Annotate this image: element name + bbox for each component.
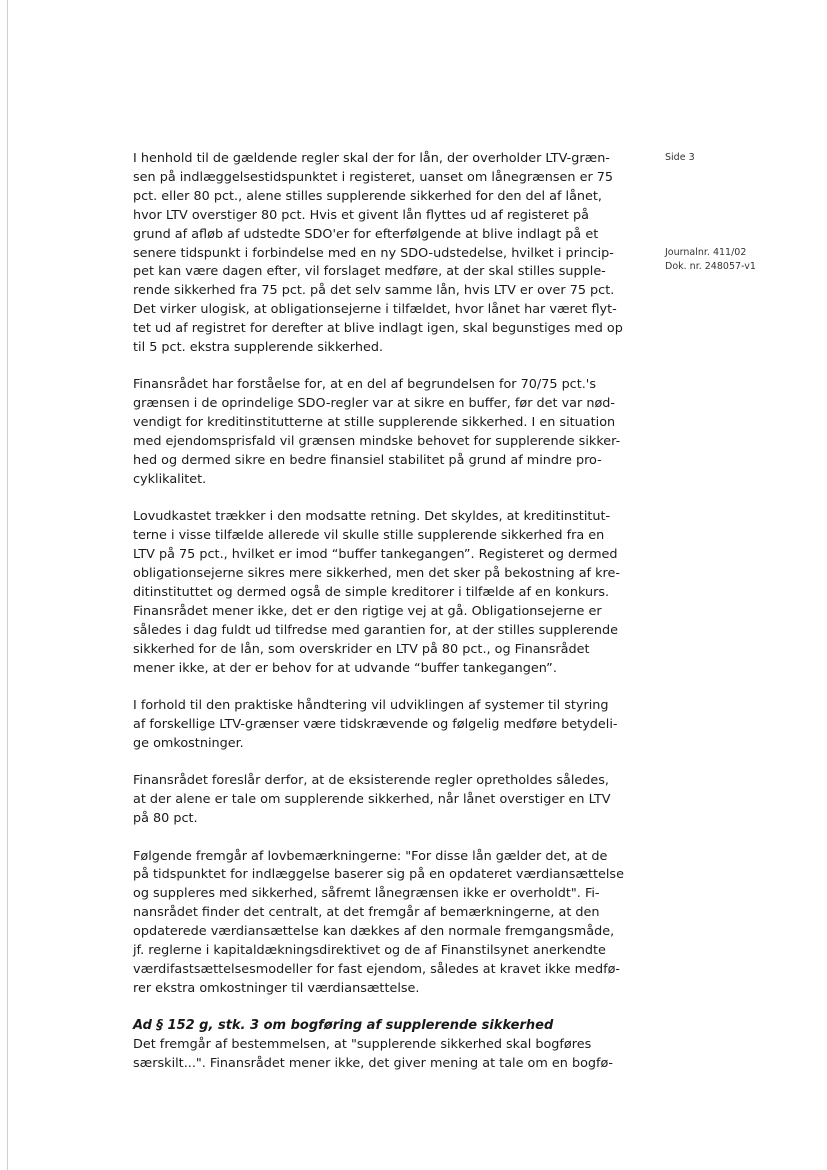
paragraph-bookkeeping: Det fremgår af bestemmelsen, at "supplerende sikkerhed skal bogføres særskilt...". Finansrådet mener ikke, det giver mening at tale om en bogfø-: [133, 1037, 613, 1072]
journal-number: Journalnr. 411/02: [665, 247, 747, 258]
section-heading: Ad § 152 g, stk. 3 om bogføring af supplerende sikkerhed: [133, 1018, 554, 1034]
page-number: Side 3: [665, 152, 695, 163]
document-body: [133, 150, 633, 1074]
paragraph-practical-handling: I forhold til den praktiske håndtering vil udviklingen af systemer til styring af forskellige LTV-grænser være tidskrævende og følgelig medføre betydeli- ge omkostninger.: [133, 698, 618, 751]
paragraph-buffer: Finansrådet har forståelse for, at en del af begrundelsen for 70/75 pct.'s grænsen i de oprindelige SDO-regler var at sikre en buffer, før det var nød- vendigt for kreditinstitutterne at stille supplerende sikkerhed. I en situation med ejendomsprisfald vil grænsen mindske behovet for supplerende sikker- hed og dermed sikre en bedre finansiel stabilitet på grund af mindre pro- cyklikalitet.: [133, 377, 621, 487]
paragraph-remarks: Følgende fremgår af lovbemærkningerne: "For disse lån gælder det, at de på tidspunktet for indlæggelse baserer sig på en opdateret værdiansættelse og suppleres med sikkerhed, såfremt lånegrænsen ikke er overholdt". Fi- nansrådet finder det centralt, at det fremgår af bemærkningerne, at den opdaterede værdiansættelse kan dækkes af den normale fremgangsmåde, jf. reglerne i kapitaldækningsdirektivet og de af Finanstilsynet anerkendte værdifastsættelsesmodeller for fast ejendom, således at kravet ikke medfø- rer ekstra omkostninger til værdiansættelse.: [133, 848, 624, 996]
paragraph-draft-direction: Lovudkastet trækker i den modsatte retning. Det skyldes, at kreditinstitut- terne i visse tilfælde allerede vil skulle stille supplerende sikkerhed fra en LTV på 75 pct., hvilket er imod “buffer tankegangen”. Registeret og dermed obligationsejerne sikres mere sikkerhed, men det sker på bekostning af kre- ditinstituttet og dermed også de simple kreditorer i tilfælde af en konkurs. Finansrådet mener ikke, det er den rigtige vej at gå. Obligationsejerne er således i dag fuldt ud tilfredse med garantien for, at der stilles supplerende sikkerhed for de lån, som overskrider en LTV på 80 pct., og Finansrådet mener ikke, at der er behov for at udvande “buffer tankegangen”.: [133, 509, 620, 676]
page-edge-line: [7, 0, 8, 1170]
document-number: Dok. nr. 248057-v1: [665, 261, 756, 272]
document-sidebar: [665, 151, 756, 274]
paragraph-proposal: Finansrådet foreslår derfor, at de eksisterende regler opretholdes således, at der alene er tale om supplerende sikkerhed, når lånet overstiger en LTV på 80 pct.: [133, 773, 611, 827]
paragraph-ltv-rules: I henhold til de gældende regler skal der for lån, der overholder LTV-græn- sen på indlæggelsestidspunktet i registeret, uanset om lånegrænsen er 75 pct. eller 80 pct., alene stilles supplerende sikkerhed for den del af lånet, hvor LTV overstiger 80 pct. Hvis et givent lån flyttes ud af registeret på grund af afløb af udstedte SDO'er for efterfølgende at blive indlagt på et senere tidspunkt i forbindelse med en ny SDO-udstedelse, hvilket i princip- pet kan være dagen efter, vil forslaget medføre, at der skal stilles supple- rende sikkerhed fra 75 pct. på det selv samme lån, hvis LTV er over 75 pct. Det virker ulogisk, at obligationsejerne i tilfældet, hvor lånet har været flyt- tet ud af registret for derefter at blive indlagt igen, skal begunstiges med op til 5 pct. ekstra supplerende sikkerhed.: [133, 151, 623, 356]
